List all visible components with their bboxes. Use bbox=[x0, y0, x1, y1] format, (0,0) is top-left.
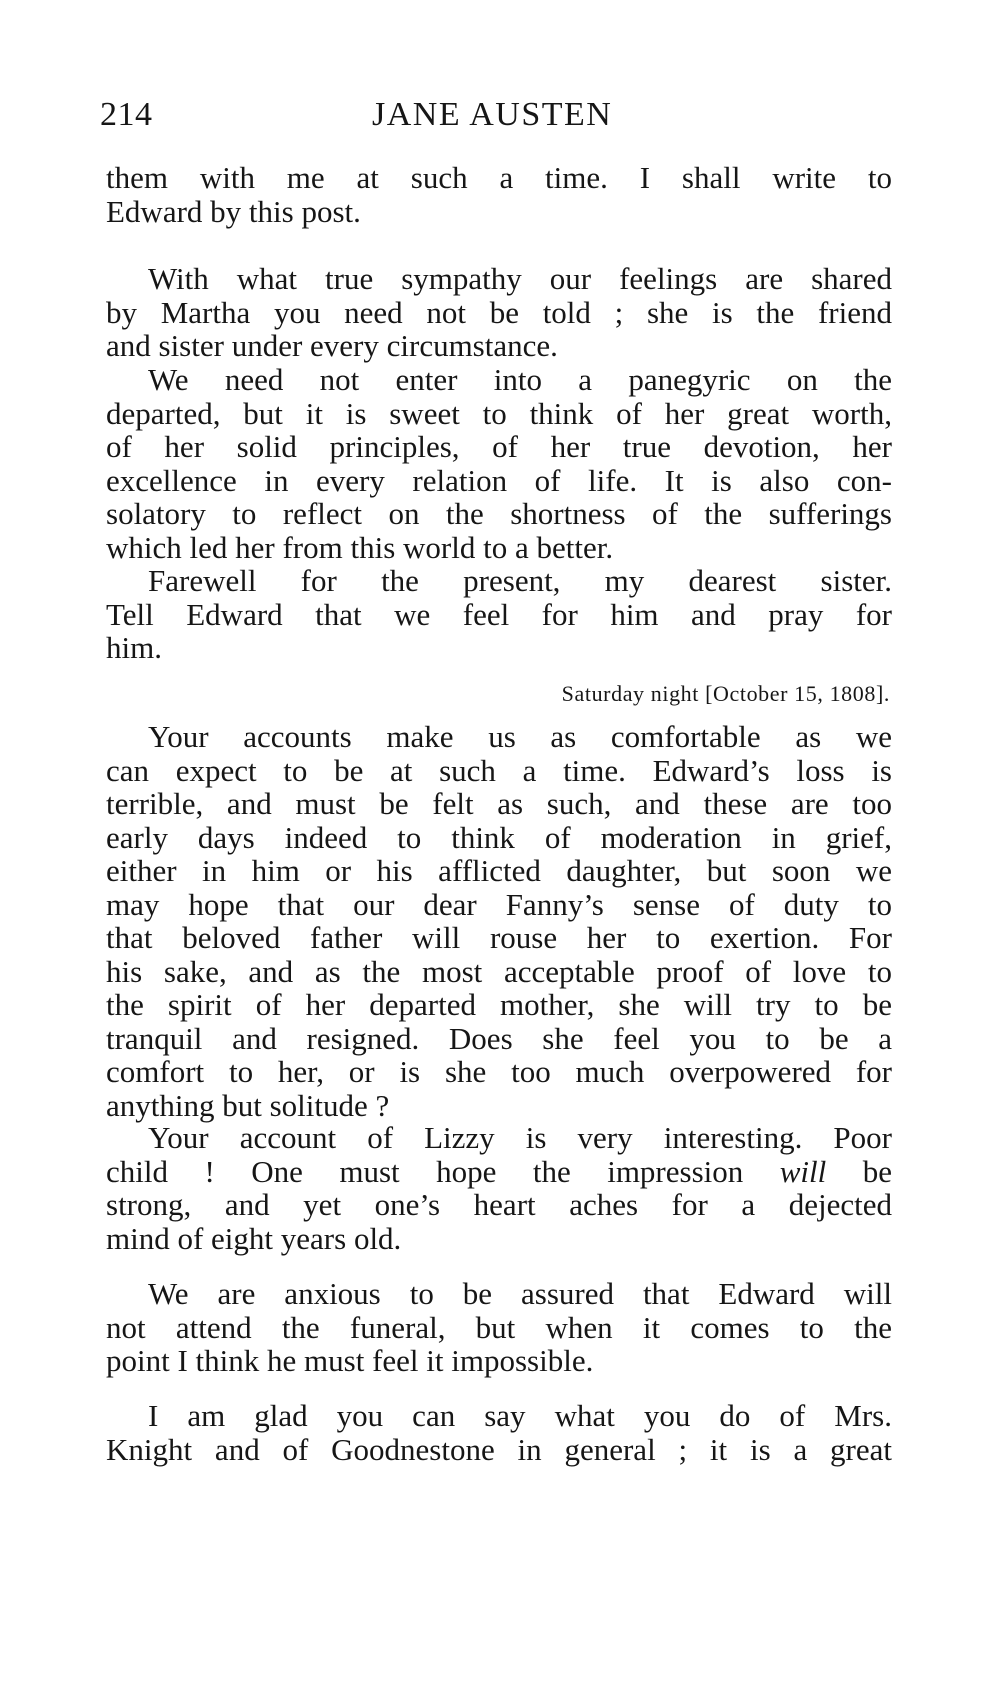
text-line: departed, but it is sweet to think of her great worth, bbox=[106, 395, 892, 431]
text-line: the spirit of her departed mother, she will try to be bbox=[106, 987, 892, 1022]
paragraph-martha bbox=[106, 262, 892, 363]
running-head: JANE AUSTEN bbox=[372, 96, 613, 133]
text-line: solatory to reflect on the shortness of the sufferings bbox=[106, 496, 892, 531]
text-line: Farewell for the present, my dearest sister. bbox=[148, 563, 892, 598]
text-line: his sake, and as the most acceptable proof of love to bbox=[106, 953, 892, 989]
paragraph-accounts bbox=[106, 720, 892, 1122]
text-line: which led her from this world to a better. bbox=[106, 529, 614, 565]
text-line: either in him or his afflicted daughter, but soon we bbox=[106, 853, 892, 888]
text-line: I am glad you can say what you do of Mrs. bbox=[148, 1398, 892, 1433]
text-line: not attend the funeral, but when it comes to the bbox=[106, 1309, 892, 1345]
italic-emphasis: will bbox=[779, 1153, 827, 1189]
paragraph-lizzy bbox=[106, 1121, 892, 1255]
text-line: by Martha you need not be told ; she is the friend bbox=[106, 294, 892, 330]
text-line: and sister under every circumstance. bbox=[106, 328, 558, 363]
text-line: him. bbox=[106, 630, 162, 665]
text-line: anything but solitude ? bbox=[106, 1087, 390, 1123]
text-line: Your accounts make us as comfortable as we bbox=[148, 719, 892, 754]
page-header bbox=[100, 96, 900, 140]
text-line: may hope that our dear Fanny’s sense of duty to bbox=[106, 886, 892, 922]
text-fragment: child ! One must hope the impression bbox=[106, 1153, 780, 1189]
text-line: that beloved father will rouse her to exertion. For bbox=[106, 920, 892, 955]
page-number: 214 bbox=[100, 96, 153, 133]
paragraph-funeral bbox=[106, 1277, 892, 1378]
text-line: Your account of Lizzy is very interesting. Poor bbox=[148, 1120, 892, 1155]
text-line: point I think he must feel it impossible. bbox=[106, 1343, 594, 1378]
text-line: strong, and yet one’s heart aches for a dejected bbox=[106, 1187, 892, 1222]
text-line: Edward by this post. bbox=[106, 193, 361, 229]
text-line bbox=[106, 1155, 892, 1189]
text-line: We are anxious to be assured that Edward will bbox=[148, 1276, 892, 1311]
text-line: can expect to be at such a time. Edward’s loss is bbox=[106, 752, 892, 788]
text-line: them with me at such a time. I shall write to bbox=[106, 160, 892, 195]
text-line: We need not enter into a panegyric on the bbox=[148, 362, 892, 397]
paragraph-farewell bbox=[106, 564, 892, 665]
text-fragment: be bbox=[826, 1153, 892, 1189]
paragraph-departed bbox=[106, 363, 892, 564]
text-line: comfort to her, or is she too much overpowered for bbox=[106, 1054, 892, 1089]
text-line: excellence in every relation of life. It is also con- bbox=[106, 462, 892, 498]
text-line: Knight and of Goodnestone in general ; it is a great bbox=[106, 1431, 892, 1467]
paragraph-continuation bbox=[106, 161, 892, 228]
text-line: terrible, and must be felt as such, and these are too bbox=[106, 786, 892, 821]
text-line: early days indeed to think of moderation in grief, bbox=[106, 819, 892, 855]
letter-dateline: Saturday night [October 15, 1808]. bbox=[561, 681, 890, 706]
text-line: mind of eight years old. bbox=[106, 1220, 402, 1256]
text-line: Tell Edward that we feel for him and pray for bbox=[106, 596, 892, 632]
text-line: With what true sympathy our feelings are shared bbox=[148, 261, 892, 296]
text-line: tranquil and resigned. Does she feel you to be a bbox=[106, 1020, 892, 1056]
paragraph-mrs-knight bbox=[106, 1399, 892, 1466]
text-line: of her solid principles, of her true devotion, her bbox=[106, 429, 892, 464]
